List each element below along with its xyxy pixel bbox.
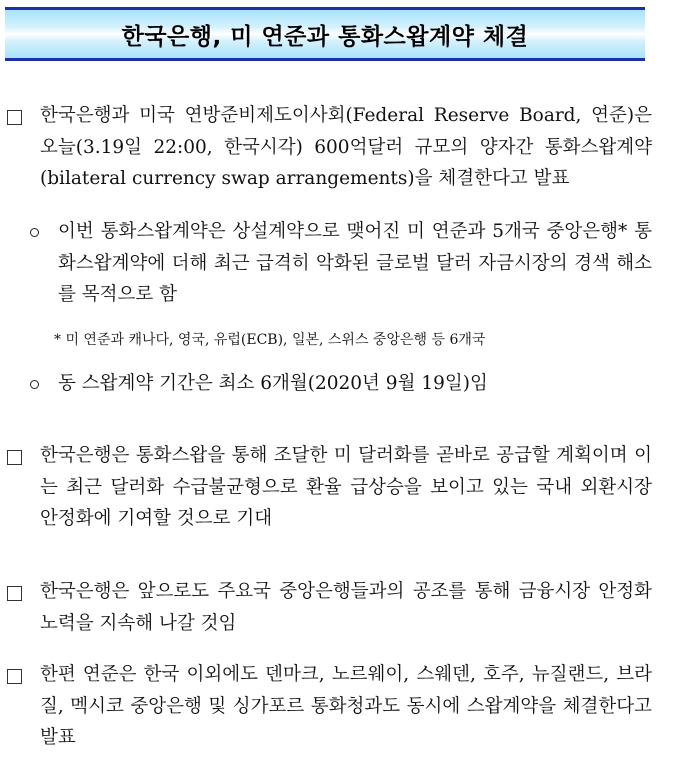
section-2-text: 한국은행은 통화스왑을 통해 조달한 미 달러화를 곧바로 공급할 계획이며 이는 최근 달러화 수급불균형으로 환율 급상승을 보이고 있는 국내 외환시장 안정화에 기여할 것으로 기대 bbox=[40, 445, 652, 529]
square-bullet-icon bbox=[7, 586, 22, 601]
section-1-sub-1-text: 이번 통화스왑계약은 상설계약으로 맺어진 미 연준과 5개국 중앙은행* 통화스왑계약에 더해 최근 급격히 악화된 글로벌 달러 자금시장의 경색 해소를 목적으로 함 bbox=[58, 221, 652, 305]
circle-bullet-icon bbox=[30, 380, 39, 389]
circle-bullet-icon bbox=[30, 228, 39, 237]
section-3-text: 한국은행은 앞으로도 주요국 중앙은행들과의 공조를 통해 금융시장 안정화 노력을 지속해 나갈 것임 bbox=[40, 581, 652, 634]
square-bullet-icon bbox=[7, 450, 22, 465]
square-bullet-icon bbox=[7, 110, 22, 125]
title-banner bbox=[5, 7, 645, 61]
section-4-text: 한편 연준은 한국 이외에도 덴마크, 노르웨이, 스웨덴, 호주, 뉴질랜드, 브라질, 멕시코 중앙은행 및 싱가포르 통화청과도 동시에 스왑계약을 체결한다고 발표 bbox=[40, 664, 652, 748]
section-1-text: 한국은행과 미국 연방준비제도이사회(Federal Reserve Board, 연준)은 오늘(3.19일 22:00, 한국시각) 600억달러 규모의 양자간 통화스왑계약 (bilateral currency swap arrangements)을 체결한다고 발표 bbox=[40, 105, 652, 189]
page-title: 한국은행, 미 연준과 통화스왑계약 체결 bbox=[121, 23, 529, 50]
section-1-sub-2-text: 동 스왑계약 기간은 최소 6개월(2020년 9월 19일)임 bbox=[58, 373, 488, 394]
square-bullet-icon bbox=[7, 669, 22, 684]
footnote: * 미 연준과 캐나다, 영국, 유럽(ECB), 일본, 스위스 중앙은행 등 6개국 bbox=[54, 332, 486, 348]
